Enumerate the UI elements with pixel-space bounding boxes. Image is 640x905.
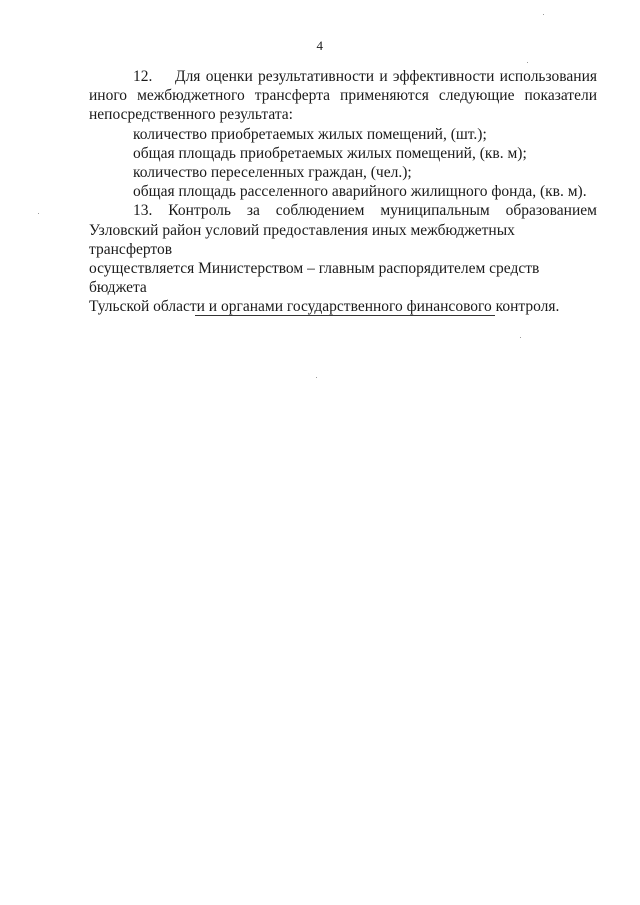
paragraph-13-first-line [89,201,597,220]
scan-speck [543,14,544,15]
indicator-item: общая площадь приобретаемых жилых помещений, (кв. м); [133,144,527,162]
indicator-item: количество приобретаемых жилых помещений, (шт.); [133,125,487,143]
paragraph-13-word: образованием [505,202,597,220]
page-number: 4 [316,38,324,53]
document-body [89,67,597,317]
paragraph-13-line: Узловский район условий предоставления иных межбюджетных трансфертов [89,221,515,258]
scan-speck [316,377,317,378]
indicator-item: количество переселенных граждан, (чел.); [133,164,412,182]
end-separator-line [195,315,495,316]
paragraph-13 [89,201,597,316]
paragraph-13-word: за [246,202,260,220]
paragraph-12-number: 12. [133,68,153,85]
scan-speck [38,213,39,214]
paragraph-13-word: Контроль [168,202,231,220]
paragraph-13-line: Тульской области и органами государственного финансового контроля. [89,298,560,316]
scan-speck [520,337,521,338]
indicator-item: общая площадь расселенного аварийного жилищного фонда, (кв. м). [133,183,587,201]
paragraph-13-number: 13. [133,202,153,220]
indicator-list [89,125,597,202]
paragraph-12-text: Для оценки результативности и эффективности использования иного межбюджетного трансферта применяются следующие показатели непосредственного результата: [89,68,597,124]
scan-speck [527,62,528,63]
paragraph-13-word: соблюдением [275,202,365,220]
paragraph-13-line: осуществляется Министерством – главным распорядителем средств бюджета [89,260,540,297]
paragraph-13-word: муниципальным [380,202,490,220]
paragraph-12 [89,67,597,125]
